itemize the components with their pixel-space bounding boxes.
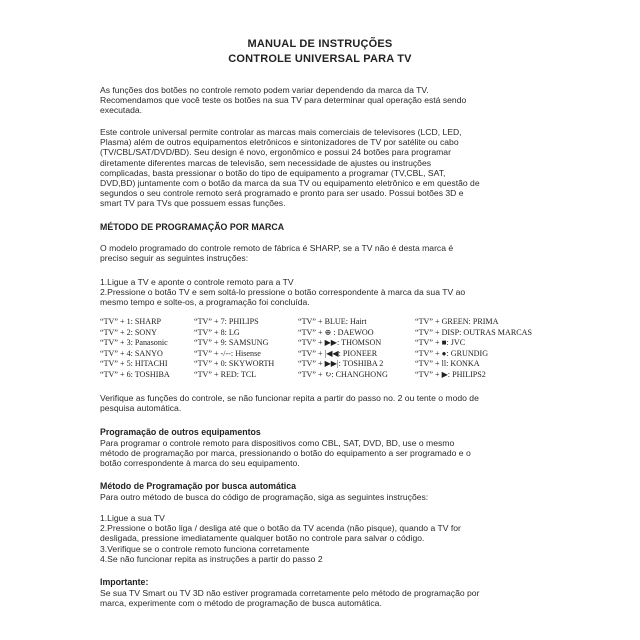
other-equipment-paragraph	[100, 438, 544, 469]
brand-code: “TV” + 1: SHARP	[100, 317, 161, 326]
brand-method-intro	[100, 243, 544, 263]
page-title: MANUAL DE INSTRUÇÕES	[247, 38, 393, 50]
text-line: As funções dos botões no controle remoto podem variar dependendo da marca da TV.	[100, 85, 429, 95]
brand-code: “TV” + ↻: CHANGHONG	[298, 369, 388, 379]
brand-code: “TV” + BLUE: Hairt	[298, 317, 367, 326]
text-line: complicadas, basta pressionar o botão do tipo de equipamento a programar (TV,CBL, SAT,	[100, 167, 446, 178]
text-line: executada.	[100, 105, 143, 116]
brand-code: “TV” + |◀◀: PIONEER	[298, 348, 378, 358]
text-line: Para outro método de busca do código de programação, siga as seguintes instruções:	[100, 492, 429, 502]
text-line: Plasma) além de outros equipamentos eletrônicos e sintonizadores de TV por satélite ou cabo	[100, 137, 459, 148]
text-line: O modelo programado do controle remoto de fábrica é SHARP, se a TV não é desta marca é	[100, 243, 454, 253]
brand-column-2	[194, 317, 274, 380]
important-paragraph	[100, 588, 544, 608]
section-heading-brand-method: MÉTODO DE PROGRAMAÇÃO POR MARCA	[100, 222, 285, 232]
step-line: 4.Se não funcionar repita as instruções a partir do passo 2	[100, 553, 323, 564]
brand-code: “TV” + 8: LG	[194, 327, 240, 337]
auto-search-intro	[100, 492, 544, 502]
section-heading-important: Importante:	[100, 577, 149, 587]
section-heading-other-equipment: Programação de outros equipamentos	[100, 427, 261, 437]
text-line: smart TV para TVs que possuem essas funções.	[100, 198, 286, 209]
intro-paragraph	[100, 85, 544, 116]
text-line: Se sua TV Smart ou TV 3D não estiver programada corretamente pelo método de programação por	[100, 588, 480, 598]
text-line: (TV/CBL/SAT/DVD/BD). Seu design é novo, ergonômico e possui 24 botões para programar	[100, 147, 451, 158]
text-line: método de programação por marca, pressionando o botão do equipamento a ser programado e o	[100, 448, 471, 459]
text-line: Recomendamos que você teste os botões na sua TV para determinar qual operação está sendo	[100, 95, 467, 106]
text-line: diretamente diferentes marcas de televisão, sem necessidade de ajustes ou instruções	[100, 157, 432, 168]
brand-column-4	[415, 317, 532, 380]
verify-paragraph	[100, 393, 544, 413]
brand-code: “TV” + DISP: OUTRAS MARCAS	[415, 327, 532, 337]
brand-code: “TV” + RED: TCL	[194, 369, 257, 379]
description-paragraph	[100, 127, 544, 209]
text-line: DVD,BD) juntamente com o botão da marca da sua TV ou equipamento eletrônico e em questão de	[100, 178, 480, 189]
text-line: marca, experimente com o método de programação de busca automática.	[100, 598, 382, 609]
brand-code: “TV” + 4: SANYO	[100, 348, 163, 358]
brand-code: “TV” + 7: PHILIPS	[194, 317, 259, 326]
brand-code: “TV” + ll: KONKA	[415, 359, 480, 368]
brand-code: “TV” + ■: JVC	[415, 338, 466, 347]
brand-code: “TV” + 3: Panasonic	[100, 338, 168, 347]
brand-column-3	[298, 317, 388, 380]
step-line: 1.Ligue a sua TV	[100, 513, 165, 523]
brand-code: “TV” + ▶: PHILIPS2	[415, 369, 486, 379]
text-line: pesquisa automática.	[100, 403, 182, 414]
brand-code: “TV” + ▶▶|: TOSHIBA 2	[298, 359, 384, 368]
brand-code: “TV” + 5: HITACHI	[100, 359, 168, 368]
brand-method-steps	[100, 277, 544, 308]
text-line: Para programar o controle remoto para dispositivos como CBL, SAT, DVD, BD, use o mesmo	[100, 438, 455, 448]
brand-code: “TV” + 6: TOSHIBA	[100, 369, 170, 379]
brand-code: “TV” + ▶▶: THOMSON	[298, 338, 382, 347]
step-line: 1.Ligue a TV e aponte o controle remoto para a TV	[100, 277, 294, 287]
text-line: segundos o seu controle remoto será programado e pronto para ser usado. Possui botões 3D e	[100, 188, 464, 199]
text-line: Verifique as funções do controle, se não funcionar repita a partir do passo no. 2 ou tente o modo de	[100, 393, 479, 403]
brand-code: “TV” + -/--: Hisense	[194, 348, 261, 358]
brand-code: “TV” + 2: SONY	[100, 327, 157, 337]
brand-code: “TV” + GREEN: PRIMA	[415, 317, 499, 326]
brand-code: “TV” + 0: SKYWORTH	[194, 359, 275, 368]
brand-column-1	[100, 317, 170, 380]
text-line: preciso seguir as seguintes instruções:	[100, 253, 249, 264]
text-line: Este controle universal permite controlar as marcas mais comerciais de televisores (LCD, LED,	[100, 127, 462, 137]
step-line: 2.Pressione o botão liga / desliga até que o botão da TV acenda (não pisque), quando a TV for	[100, 523, 461, 534]
auto-search-steps	[100, 513, 544, 564]
text-line: botão correspondente à marca do seu equipamento.	[100, 458, 300, 469]
section-heading-auto-search: Método de Programação por busca automática	[100, 481, 297, 491]
brand-code: “TV” + ⊕ : DAEWOO	[298, 327, 374, 337]
brand-code: “TV” + 9: SAMSUNG	[194, 338, 269, 347]
page-subtitle: CONTROLE UNIVERSAL PARA TV	[228, 53, 412, 65]
step-line: 3.Verifique se o controle remoto funciona corretamente	[100, 543, 310, 554]
brand-code: “TV” + ●: GRUNDIG	[415, 348, 489, 358]
step-line: 2.Pressione o botão TV e sem soltá-lo pressione o botão correspondente à marca da sua TV ao	[100, 287, 466, 298]
step-line: desligada, pressione imediatamente qualquer botão no controle para salvar o código.	[100, 533, 425, 544]
step-line: mesmo tempo e solte-os, a programação foi concluída.	[100, 297, 310, 308]
